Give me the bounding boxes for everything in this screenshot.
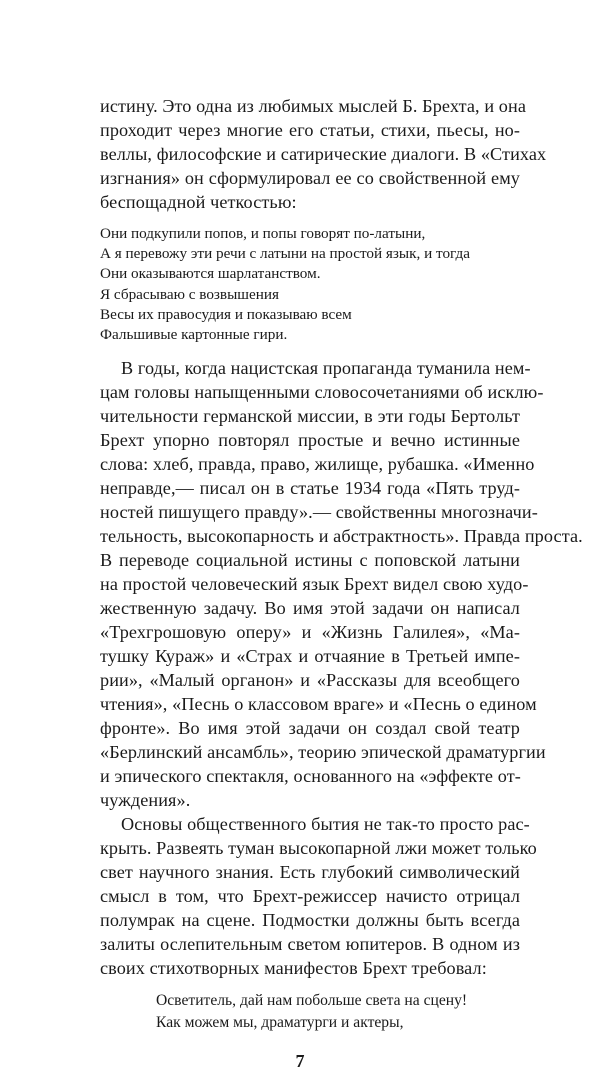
text-line: чуждения». [100,790,191,810]
page-number: 7 [295,1051,305,1071]
text-line: изгнания» он сформулировал ее со свойственной ему [100,168,520,188]
text-line: В годы, когда нацистская пропаганда туманила нем- [121,358,531,378]
text-line: тельность, высокопарность и абстрактность». Правда проста. [100,526,583,546]
text-line: полумрак на сцене. Подмостки должны быть всегда [100,910,520,930]
text-line: чтения», «Песнь о классовом враге» и «Песнь о едином [100,694,537,714]
text-line: чительности германской миссии, в эти годы Бертольт [100,406,520,426]
text-line: В переводе социальной истины с поповской латыни [100,550,520,570]
poem-line: Весы их правосудия и показываю всем [100,306,352,323]
poem-line: Фальшивые картонные гири. [100,326,288,343]
poem-line: Они оказываются шарлатанством. [100,265,321,282]
text-line: Брехт упорно повторял простые и вечно истинные [100,430,520,450]
text-line: неправде,— писал он в статье 1934 года «Пять труд- [100,478,520,498]
text-line: истину. Это одна из любимых мыслей Б. Брехта, и она [100,96,526,116]
poem-line: Я сбрасываю с возвышения [100,286,279,303]
text-line: на простой человеческий язык Брехт видел свою худо- [100,574,529,594]
text-line: рии», «Малый органон» и «Рассказы для всеобщего [100,670,520,690]
poem-line: Осветитель, дай нам побольше света на сцену! [156,992,468,1009]
text-line: смысл в том, что Брехт-режиссер начисто отрицал [100,886,520,906]
text-line: фронте». Во имя этой задачи он создал свой театр [100,718,520,738]
text-line: залиты ослепительным светом юпитеров. В одном из [100,934,520,954]
text-line: и эпического спектакля, основанного на «эффекте от- [100,766,521,786]
text-line: беспощадной четкостью: [100,192,297,212]
text-line: жественную задачу. Во имя этой задачи он написал [100,598,520,618]
text-line: свет научного знания. Есть глубокий символический [100,862,520,882]
poem-line: Они подкупили попов, и попы говорят по-латыни, [100,225,426,242]
text-line: слова: хлеб, правда, право, жилище, рубашка. «Именно [100,454,535,474]
text-line: ностей пишущего правду».— свойственны многозначи- [100,502,538,522]
text-line: своих стихотворных манифестов Брехт требовал: [100,958,487,978]
text-line: «Берлинский ансамбль», теорию эпической драматургии [100,742,546,762]
poem-line: А я перевожу эти речи с латыни на простой язык, и тогда [100,245,470,262]
poem-line: Как можем мы, драматурги и актеры, [156,1014,404,1031]
text-line: «Трехгрошовую оперу» и «Жизнь Галилея», «Ма- [100,622,520,642]
text-line: проходит через многие его статьи, стихи, пьесы, но- [100,120,520,140]
text-line: Основы общественного бытия не так-то просто рас- [121,814,530,834]
text-line: веллы, философские и сатирические диалоги. В «Стихах [100,144,547,164]
text-line: цам головы напыщенными словосочетаниями об исклю- [100,382,544,402]
text-line: крыть. Развеять туман высокопарной лжи может только [100,838,537,858]
text-line: тушку Кураж» и «Страх и отчаяние в Третьей импе- [100,646,520,666]
